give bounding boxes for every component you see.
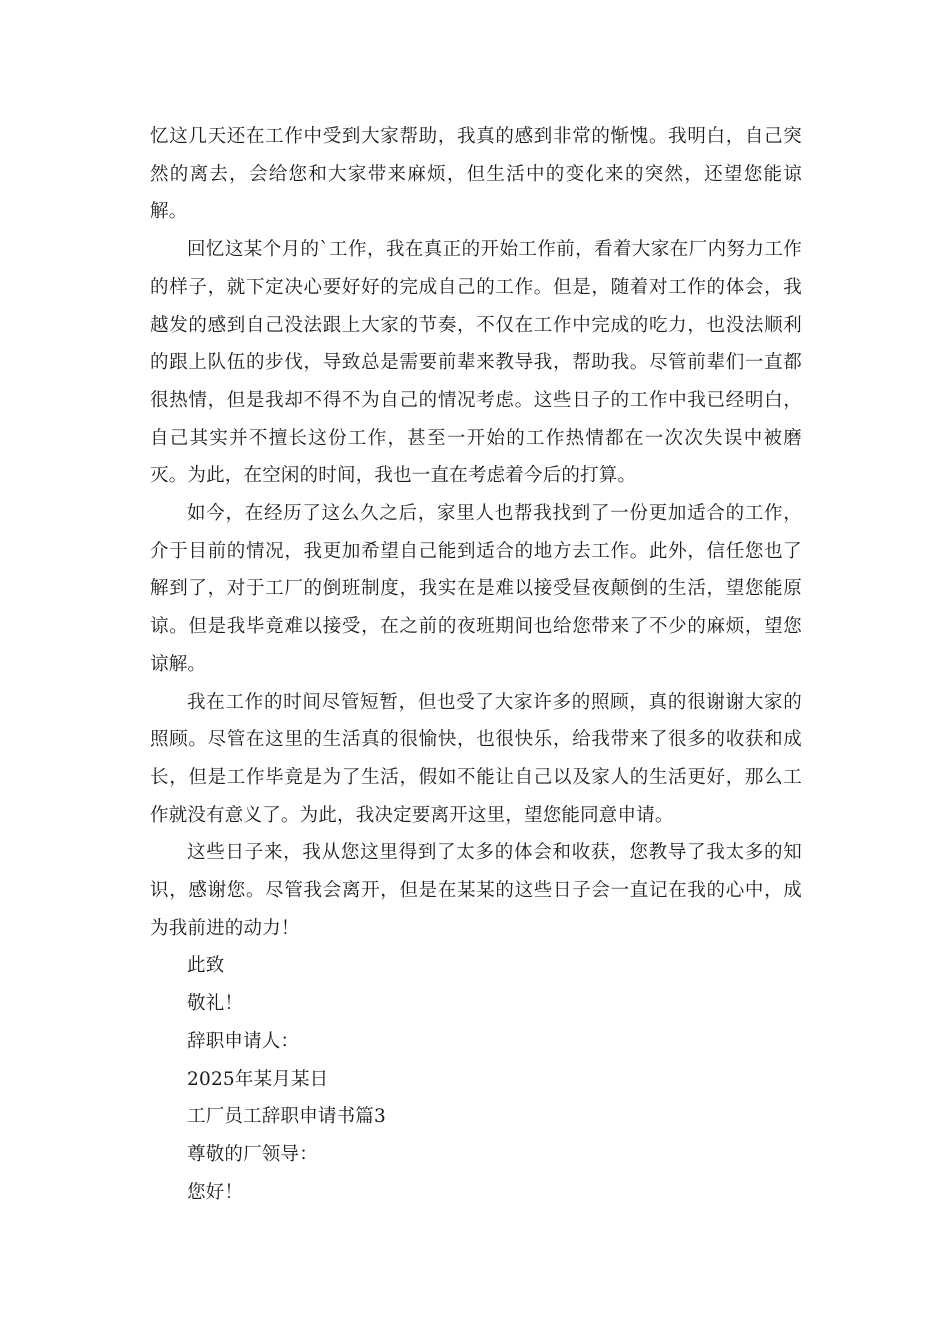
applicant-label: 辞职申请人： — [187, 1030, 300, 1052]
greeting: 您好！ — [187, 1181, 244, 1203]
salute-text: 敬礼！ — [187, 993, 244, 1015]
paragraph-continuation: 忆这几天还在工作中受到大家帮助，我真的感到非常的惭愧。我明白，自己突然的离去，会给您和大家带来麻烦，但生活中的变化来的突然，还望您能谅解。 — [150, 126, 802, 223]
paragraph-thanks: 我在工作的时间尽管短暂，但也受了大家许多的照顾，真的很谢谢大家的照顾。尽管在这里的生活真的很愉快，也很快乐，给我带来了很多的收获和成长，但是工作毕竟是为了生活，假如不能让自己以及家人的生活更好，那么工作就没有意义了。为此，我决定要离开这里，望您能同意申请。 — [150, 691, 802, 826]
paragraph-new-job: 如今，在经历了这么久之后，家里人也帮我找到了一份更加适合的工作，介于目前的情况，我更加希望自己能到适合的地方去工作。此外，信任您也了解到了，对于工厂的倒班制度，我实在是难以接受昼夜颠倒的生活，望您能原谅。但是我毕竟难以接受，在之前的夜班期间也给您带来了不少的麻烦，望您谅解。 — [150, 503, 802, 675]
paragraph-gratitude: 这些日子来，我从您这里得到了太多的体会和收获，您教导了我太多的知识，感谢您。尽管我会离开，但是在某某的这些日子会一直记在我的心中，成为我前进的动力！ — [150, 842, 802, 939]
closing-text: 此致 — [187, 955, 225, 977]
document-body — [150, 118, 802, 1211]
section-title: 工厂员工辞职申请书篇3 — [187, 1106, 386, 1128]
paragraph-work-review: 回忆这某个月的`工作，我在真正的开始工作前，看着大家在厂内努力工作的样子，就下定决心要好好的完成自己的工作。但是，随着对工作的体会，我越发的感到自己没法跟上大家的节奏，不仅在工作中完成的吃力，也没法顺利的跟上队伍的步伐，导致总是需要前辈来教导我，帮助我。尽管前辈们一直都很热情，但是我却不得不为自己的情况考虑。这些日子的工作中我已经明白，自己其实并不擅长这份工作，甚至一开始的工作热情都在一次次失误中被磨灭。为此，在空闲的时间，我也一直在考虑着今后的打算。 — [150, 239, 802, 487]
date-text: 2025年某月某日 — [187, 1068, 329, 1090]
salutation: 尊敬的厂领导： — [187, 1143, 318, 1165]
